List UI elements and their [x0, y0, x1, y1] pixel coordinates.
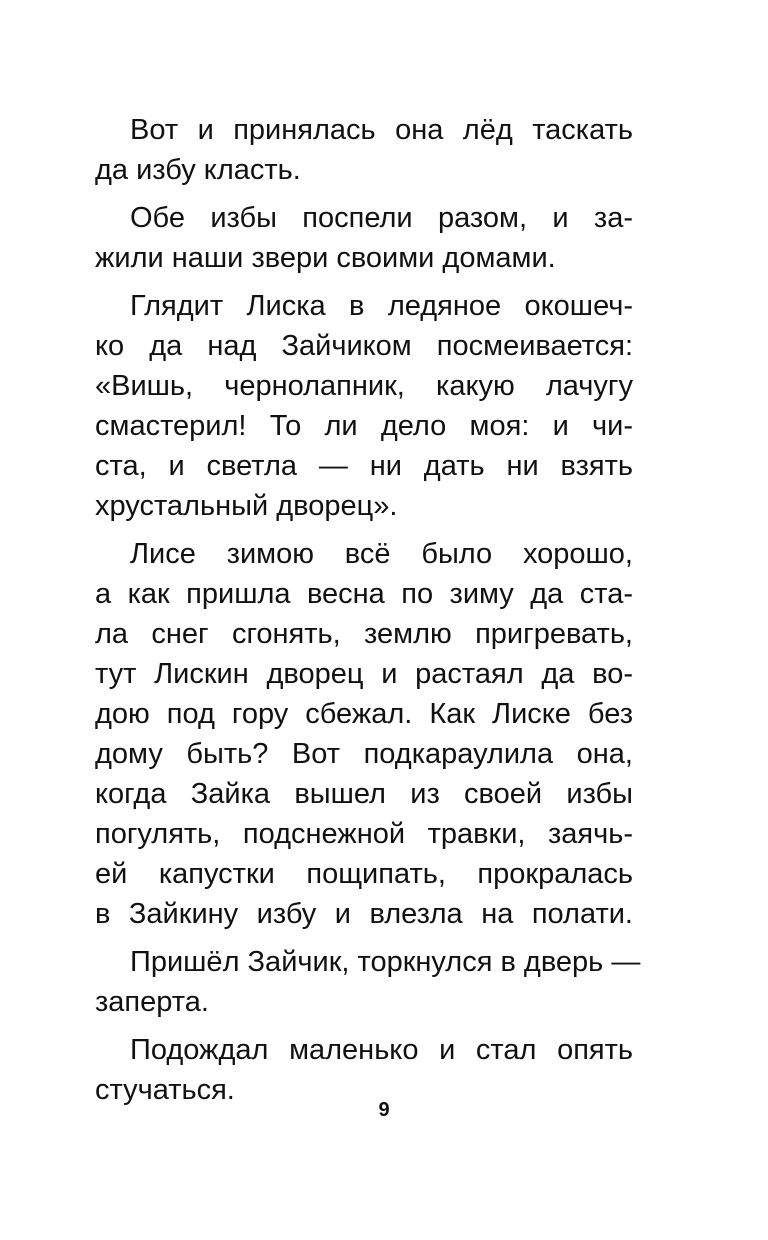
text-line: ла снег сгонять, землю пригревать, [95, 618, 633, 650]
text-line: тут Лискин дворец и растаял да во- [95, 658, 633, 690]
text-line: Подождал маленько и стал опять [130, 1034, 633, 1066]
text-line: ей капустки пощипать, прокралась [95, 858, 633, 890]
text-line: в Зайкину избу и влезла на полати. [95, 898, 633, 930]
text-line: стучаться. [95, 1074, 235, 1106]
text-line: жили наши звери своими домами. [95, 242, 556, 274]
body-text [95, 110, 641, 1118]
text-line: ко да над Зайчиком посмеивается: [95, 330, 633, 362]
paragraph [95, 198, 633, 278]
text-line: Пришёл Зайчик, торкнулся в дверь — [130, 946, 641, 978]
paragraph [95, 534, 633, 934]
text-line: Вот и принялась она лёд таскать [130, 114, 633, 146]
page-number: 9 [378, 1099, 390, 1121]
paragraph [95, 110, 633, 190]
text-line: дою под гору сбежал. Как Лиске без [95, 698, 633, 730]
text-line: Лисе зимою всё было хорошо, [130, 538, 633, 570]
text-line: ста, и светла — ни дать ни взять [95, 450, 633, 482]
text-line: Обе избы поспели разом, и за- [130, 202, 633, 234]
paragraph [95, 286, 633, 526]
text-line: да избу класть. [95, 154, 301, 186]
text-line: а как пришла весна по зиму да ста- [95, 578, 633, 610]
paragraph [95, 942, 641, 1022]
text-line: заперта. [95, 986, 209, 1018]
text-line: хрустальный дворец». [95, 490, 398, 522]
text-line: Глядит Лиска в ледяное окошеч- [130, 290, 633, 322]
text-line: когда Зайка вышел из своей избы [95, 778, 633, 810]
text-line: погулять, подснежной травки, заячь- [95, 818, 633, 850]
text-line: «Вишь, чернолапник, какую лачугу [95, 370, 633, 402]
text-line: смастерил! То ли дело моя: и чи- [95, 410, 633, 442]
text-line: дому быть? Вот подкараулила она, [95, 738, 633, 770]
